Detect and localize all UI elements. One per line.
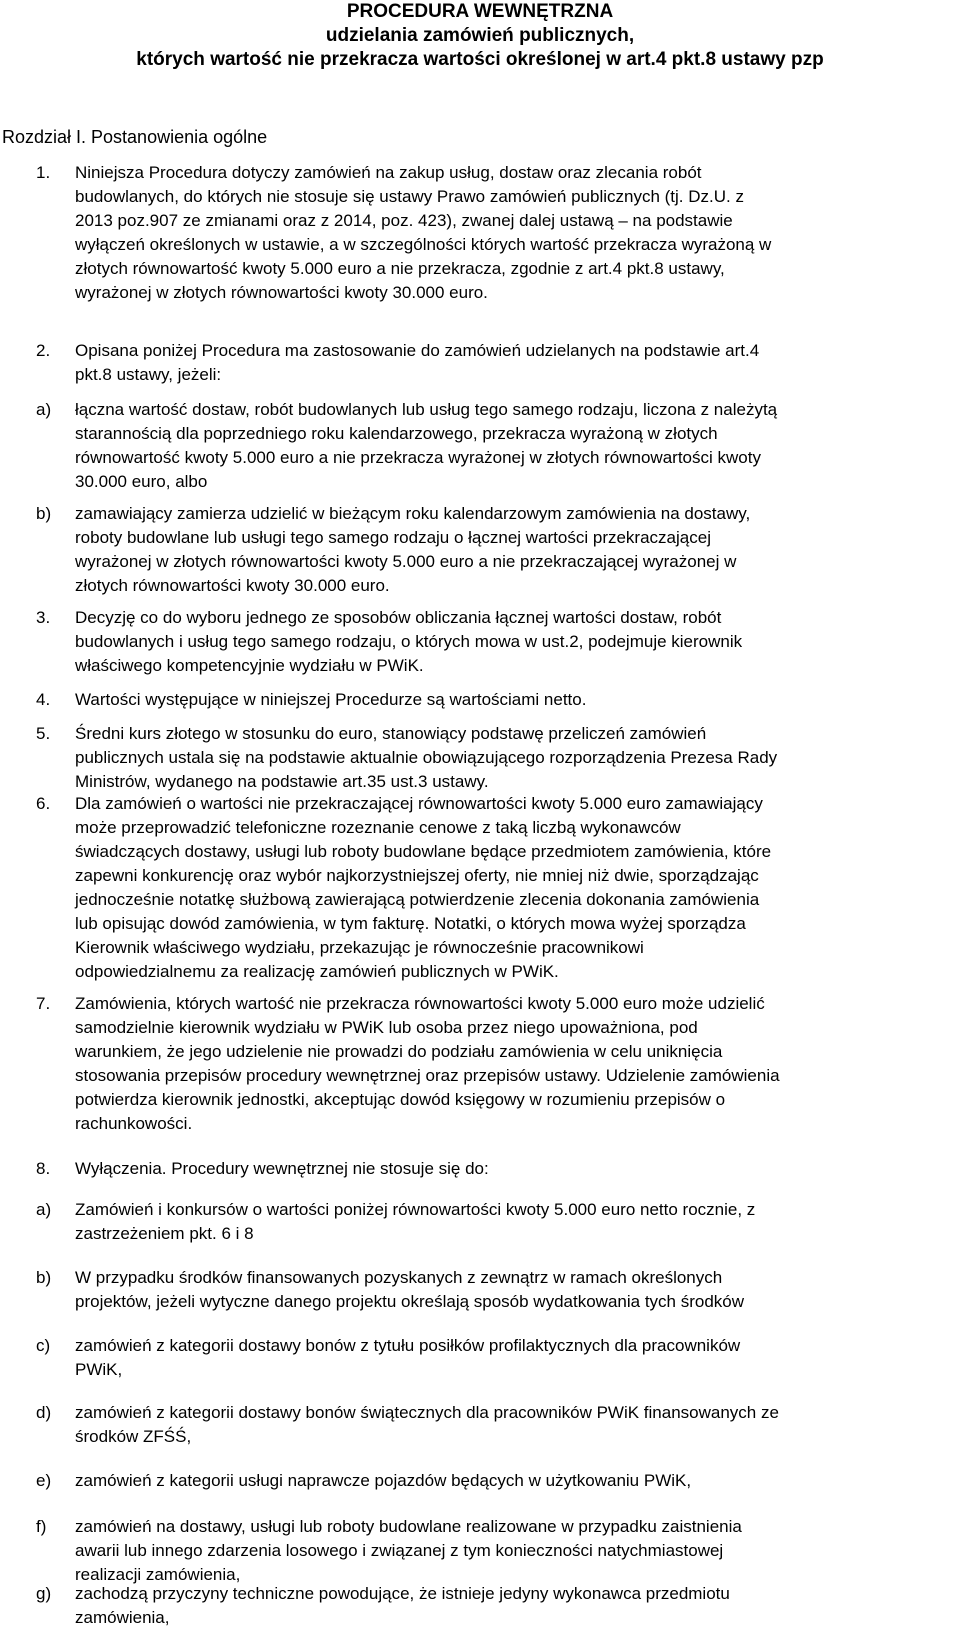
text-line: zamawiający zamierza udzielić w bieżącym roku kalendarzowym zamówienia na dostawy, [75,504,751,523]
text-line: wyrażonej w złotych równowartości kwoty 30.000 euro. [75,283,488,302]
item-text [75,1266,958,1314]
text-line: zastrzeżeniem pkt. 6 i 8 [75,1224,254,1243]
item-text [75,722,958,794]
text-line: Niniejsza Procedura dotyczy zamówień na zakup usług, dostaw oraz zlecania robót [75,163,702,182]
item-number: 7. [36,994,51,1013]
text-line: zamówień na dostawy, usługi lub roboty budowlane realizowane w przypadku zaistnienia [75,1517,742,1536]
text-line: zamówienia, [75,1608,170,1627]
text-line: Wyłączenia. Procedury wewnętrznej nie stosuje się do: [75,1159,489,1178]
text-line: zapewni konkurencję oraz wybór najkorzystniejszej oferty, nie mniej niż dwie, sporządzając [75,866,759,885]
text-line: roboty budowlane lub usługi tego samego rodzaju o łącznej wartości przekraczającej [75,528,711,547]
text-line: Opisana poniżej Procedura ma zastosowanie do zamówień udzielanych na podstawie art.4 [75,341,760,360]
title-line-2: udzielania zamówień publicznych, [325,25,635,46]
item-text [75,688,958,712]
text-line: Ministrów, wydanego na podstawie art.35 ust.3 ustawy. [75,772,489,791]
item-text [75,606,958,678]
text-line: zachodzą przyczyny techniczne powodujące, że istnieje jedyny wykonawca przedmiotu [75,1584,730,1603]
item-text [75,1198,958,1246]
text-line: Dla zamówień o wartości nie przekraczającej równowartości kwoty 5.000 euro zamawiający [75,794,763,813]
text-line: budowlanych, do których nie stosuje się ustawy Prawo zamówień publicznych (tj. Dz.U. z [75,187,744,206]
chapter-heading: Rozdział I. Postanowienia ogólne [2,127,268,147]
text-line: właściwego kompetencyjnie wydziału w PWiK. [75,656,424,675]
item-letter: f) [36,1517,47,1536]
item-text [75,792,958,984]
item-letter: e) [36,1471,52,1490]
text-line: PWiK, [75,1360,123,1379]
item-number: 5. [36,724,51,743]
document-title [0,0,960,72]
text-line: W przypadku środków finansowanych pozyskanych z zewnątrz w ramach określonych [75,1268,723,1287]
text-line: warunkiem, że jego udzielenie nie prowadzi do podziału zamówienia w celu uniknięcia [75,1042,723,1061]
text-line: wyłączeń określonych w ustawie, a w szczególności których wartość przekracza wyrażoną w [75,235,772,254]
text-line: złotych równowartości kwoty 30.000 euro. [75,576,390,595]
item-letter: a) [36,1200,52,1219]
text-line: środków ZFŚŚ, [75,1427,192,1446]
text-line: zamówień z kategorii dostawy bonów świątecznych dla pracowników PWiK finansowanych ze [75,1403,779,1422]
text-line: Zamówień i konkursów o wartości poniżej równowartości kwoty 5.000 euro netto rocznie, z [75,1200,756,1219]
text-line: Zamówienia, których wartość nie przekracza równowartości kwoty 5.000 euro może udzielić [75,994,765,1013]
item-letter: a) [36,400,52,419]
text-line: wyrażonej w złotych równowartości kwoty 5.000 euro a nie przekraczającej wyrażonej w [75,552,737,571]
item-number: 1. [36,163,51,182]
item-text [75,339,958,387]
text-line: Kierownik właściwego wydziału, przekazując je równocześnie pracownikowi [75,938,644,957]
item-letter: b) [36,504,52,523]
item-text [75,1401,958,1449]
text-line: zamówień z kategorii dostawy bonów z tytułu posiłków profilaktycznych dla pracowników [75,1336,741,1355]
text-line: świadczących dostawy, usługi lub roboty budowlane będące przedmiotem zamówienia, które [75,842,772,861]
text-line: publicznych ustala się na podstawie aktualnie obowiązującego rozporządzenia Prezesa Rady [75,748,778,767]
text-line: 2013 poz.907 ze zmianami oraz z 2014, poz. 423), zwanej dalej ustawą – na podstawie [75,211,733,230]
item-number: 2. [36,341,51,360]
text-line: projektów, jeżeli wytyczne danego projektu określają sposób wydatkowania tych środków [75,1292,745,1311]
text-line: 30.000 euro, albo [75,472,208,491]
text-line: zamówień z kategorii usługi naprawcze pojazdów będących w użytkowaniu PWiK, [75,1471,692,1490]
item-letter: b) [36,1268,52,1287]
text-line: stosowania przepisów procedury wewnętrznej oraz przepisów ustawy. Udzielenie zamówienia [75,1066,780,1085]
text-line: awarii lub innego zdarzenia losowego i związanej z tym konieczności natychmiastowej [75,1541,724,1560]
item-letter: g) [36,1584,52,1603]
text-line: Wartości występujące w niniejszej Procedurze są wartościami netto. [75,690,587,709]
text-line: potwierdza kierownik jednostki, akceptując dowód księgowy w rozumieniu przepisów o [75,1090,726,1109]
item-text [75,992,958,1136]
text-line: jednocześnie notatkę służbową zawierającą potwierdzenie zlecenia dokonania zamówienia [75,890,760,909]
text-line: równowartość kwoty 5.000 euro a nie przekracza wyrażonej w złotych równowartości kwoty [75,448,761,467]
item-number: 6. [36,794,51,813]
item-number: 3. [36,608,51,627]
text-line: realizacji zamówienia, [75,1565,241,1584]
title-line-3: których wartość nie przekracza wartości określonej w art.4 pkt.8 ustawy pzp [136,49,824,70]
text-line: odpowiedzialnemu za realizację zamówień publicznych w PWiK. [75,962,559,981]
text-line: budowlanych i usług tego samego rodzaju, o których mowa w ust.2, podejmuje kierownik [75,632,743,651]
item-text [75,161,958,305]
text-line: może przeprowadzić telefoniczne rozeznanie cenowe z taką liczbą wykonawców [75,818,681,837]
item-text [75,1469,958,1493]
text-line: Średni kurs złotego w stosunku do euro, stanowiący podstawę przeliczeń zamówień [75,724,707,743]
text-line: pkt.8 ustawy, jeżeli: [75,365,222,384]
item-text [75,502,958,598]
item-text [75,1157,958,1181]
text-line: starannością dla poprzedniego roku kalendarzowego, przekracza wyrażoną w złotych [75,424,718,443]
text-line: łączna wartość dostaw, robót budowlanych lub usług tego samego rodzaju, liczona z należytą [75,400,778,419]
item-letter: c) [36,1336,51,1355]
text-line: Decyzję co do wyboru jednego ze sposobów obliczania łącznej wartości dostaw, robót [75,608,722,627]
item-letter: d) [36,1403,52,1422]
title-line-1: PROCEDURA WEWNĘTRZNA [346,1,614,22]
item-text [75,1582,958,1630]
text-line: rachunkowości. [75,1114,193,1133]
item-number: 8. [36,1159,51,1178]
item-text [75,398,958,494]
item-text [75,1515,958,1587]
text-line: złotych równowartość kwoty 5.000 euro a nie przekracza, zgodnie z art.4 pkt.8 ustawy, [75,259,725,278]
text-line: samodzielnie kierownik wydziału w PWiK lub osoba przez niego upoważniona, pod [75,1018,698,1037]
text-line: lub opisując dowód zamówienia, w tym fakturę. Notatki, o których mowa wyżej sporządza [75,914,746,933]
item-number: 4. [36,690,51,709]
item-text [75,1334,958,1382]
